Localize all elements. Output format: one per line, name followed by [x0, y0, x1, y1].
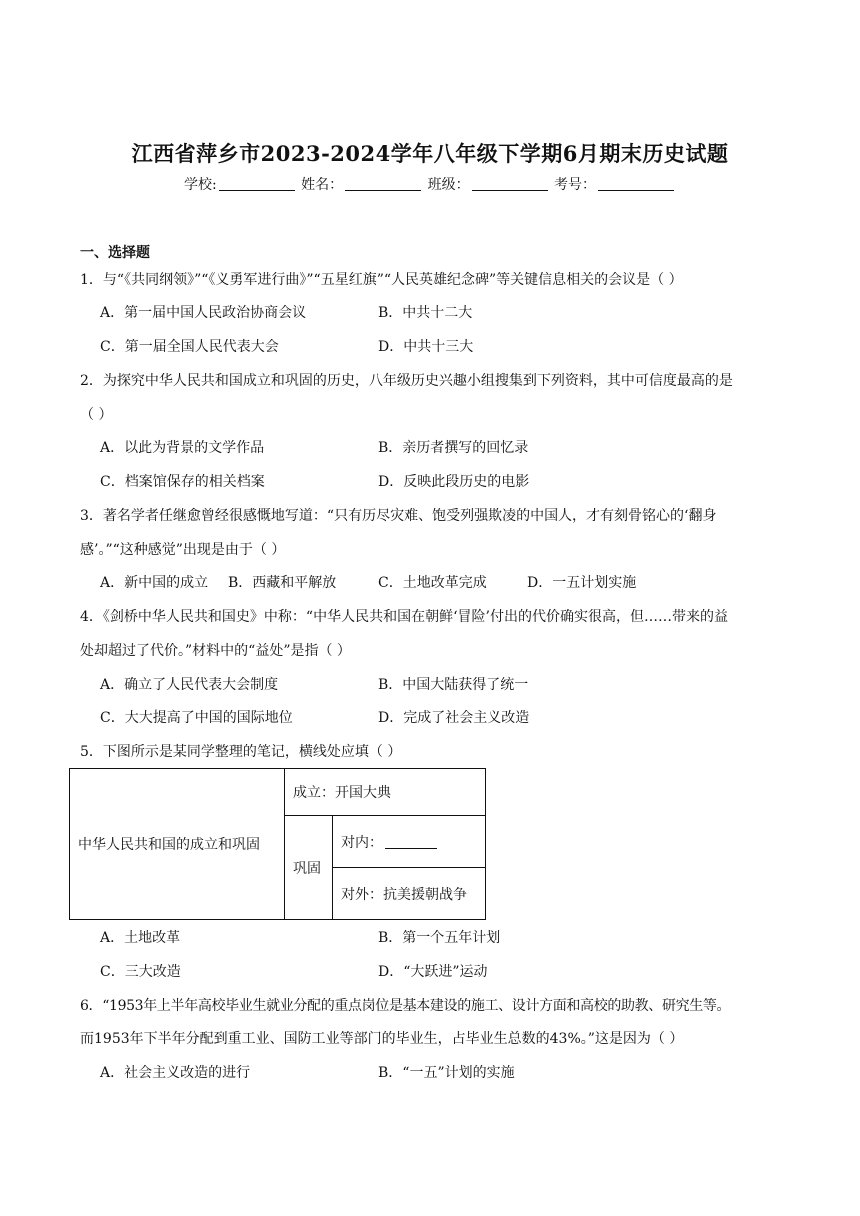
note-table	[69, 768, 486, 920]
section-title: 一、选择题	[80, 245, 150, 261]
class-label: 班级：	[427, 177, 470, 193]
question-5-option-c: C．三大改造	[100, 964, 181, 980]
question-1-option-d: D．中共十三大	[378, 339, 474, 355]
note-domestic-label: 对内：	[341, 834, 383, 851]
note-foreign-cell: 对外：抗美援朝战争	[333, 868, 486, 920]
name-label: 姓名：	[301, 177, 344, 193]
question-6-stem-line-2: 而1953年下半年分配到重工业、国防工业等部门的毕业生，占毕业生总数的43%。”这是因为（ ）	[80, 1031, 684, 1047]
question-6-stem-line-1: 6．“1953年上半年高校毕业生就业分配的重点岗位是基本建设的施工、设计方面和高校的助教、研究生等。	[80, 998, 731, 1014]
class-blank	[472, 178, 548, 191]
question-5-stem: 5．下图所示是某同学整理的笔记，横线处应填（ ）	[80, 744, 402, 760]
note-domestic-cell	[333, 816, 486, 868]
note-consolidate-cell: 巩固	[285, 816, 333, 920]
question-3-stem-line-1: 3．著名学者任继愈曾经很感慨地写道：“只有历尽灾难、饱受列强欺凌的中国人，才有刻骨铭心的‘翻身	[80, 508, 717, 524]
question-3-option-b: B．西藏和平解放	[228, 575, 337, 591]
question-4-option-a: A．确立了人民代表大会制度	[100, 677, 279, 693]
question-4-stem-line-2: 处却超过了代价。”材料中的“益处”是指（ ）	[80, 643, 351, 659]
question-2-stem-line-2: （ ）	[80, 407, 113, 423]
school-label: 学校:	[183, 177, 217, 193]
question-3-stem-line-2: 感’。”“这种感觉”出现是由于（ ）	[80, 542, 286, 558]
question-3-option-c: C．土地改革完成	[378, 575, 487, 591]
question-2-stem-line-1: 2．为探究中华人民共和国成立和巩固的历史，八年级历史兴趣小组搜集到下列资料，其中可信度最高的是	[80, 373, 733, 389]
question-5-option-a: A．土地改革	[100, 930, 181, 946]
question-5-option-b: B．第一个五年计划	[378, 930, 501, 946]
question-2-option-a: A．以此为背景的文学作品	[100, 440, 265, 456]
question-4-option-b: B．中国大陆获得了统一	[378, 677, 529, 693]
exam-number-blank	[598, 178, 674, 191]
question-4-stem-line-1: 4．《剑桥中华人民共和国史》中称：“中华人民共和国在朝鲜‘冒险’付出的代价确实很高，但……带来的益	[80, 609, 728, 625]
question-2-option-d: D．反映此段历史的电影	[378, 474, 530, 490]
student-info-line	[0, 174, 860, 194]
page-title: 江西省萍乡市2023-2024学年八年级下学期6月期末历史试题	[131, 141, 729, 166]
question-1-option-c: C．第一届全国人民代表大会	[100, 339, 279, 355]
question-1-option-a: A．第一届中国人民政治协商会议	[100, 305, 307, 321]
question-2-option-b: B．亲历者撰写的回忆录	[378, 440, 529, 456]
name-blank	[345, 178, 421, 191]
question-3-option-d: D．一五计划实施	[527, 575, 637, 591]
question-1-option-b: B．中共十二大	[378, 305, 473, 321]
exam-number-label: 考号：	[554, 177, 597, 193]
note-founding-cell: 成立：开国大典	[285, 769, 486, 816]
question-4-option-d: D．完成了社会主义改造	[378, 710, 530, 726]
note-topic-cell: 中华人民共和国的成立和巩固	[70, 769, 285, 920]
question-6-option-a: A．社会主义改造的进行	[100, 1065, 251, 1081]
note-domestic-blank	[385, 836, 437, 849]
question-1-stem: 1．与“《共同纲领》”“《义勇军进行曲》”“五星红旗”“人民英雄纪念碑”等关键信息相关的会议是（ ）	[80, 272, 683, 288]
question-5-option-d: D．“大跃进”运动	[378, 964, 488, 980]
question-3-option-a: A．新中国的成立	[100, 575, 209, 591]
question-4-option-c: C．大大提高了中国的国际地位	[100, 710, 293, 726]
question-2-option-c: C．档案馆保存的相关档案	[100, 474, 265, 490]
question-6-option-b: B．“一五”计划的实施	[378, 1065, 515, 1081]
school-blank	[219, 178, 295, 191]
